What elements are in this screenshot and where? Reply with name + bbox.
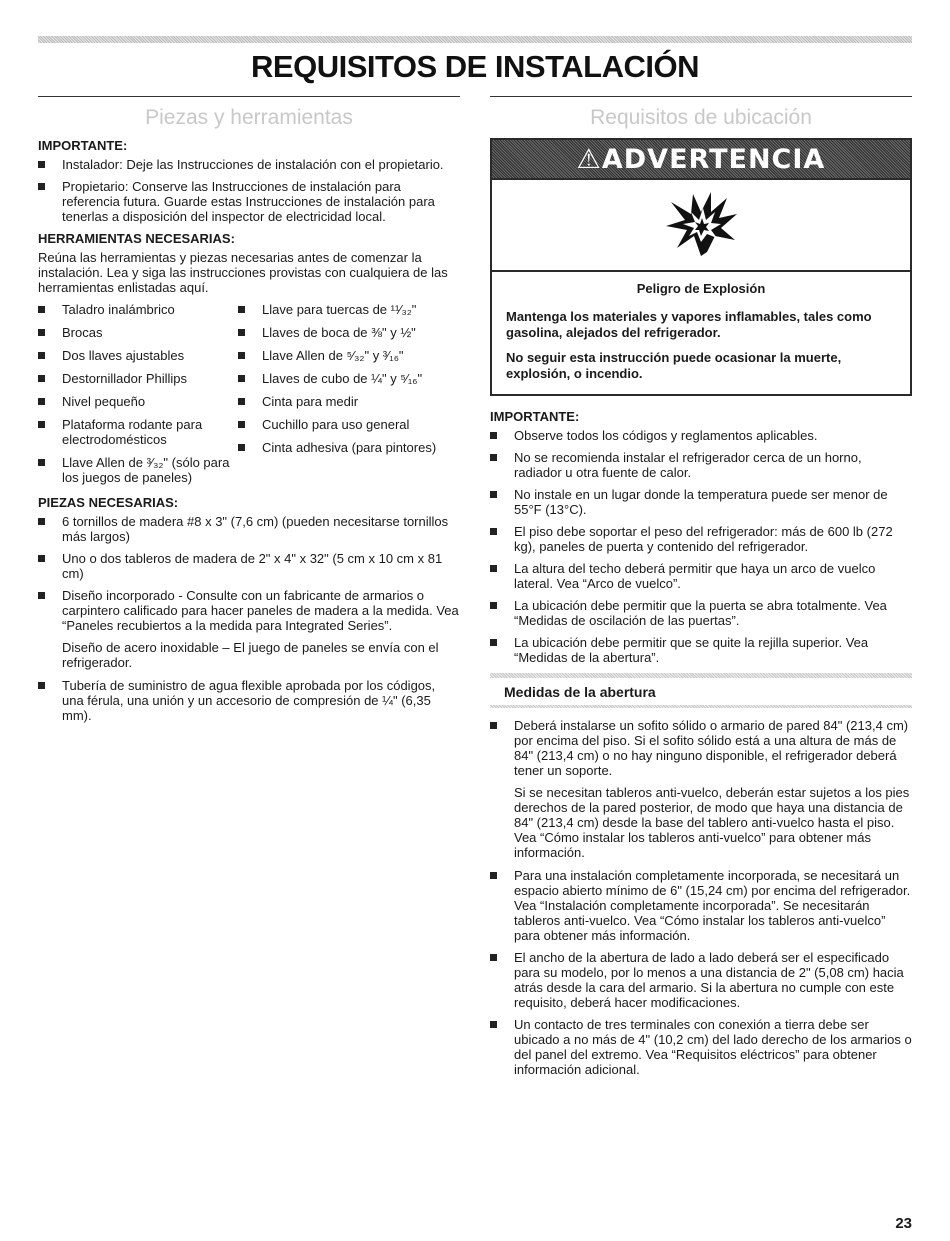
list-item: Taladro inalámbrico [38,302,238,317]
list-item: Tubería de suministro de agua flexible aprobada por los códigos, una férula, una unión y un accesorio de compresión de ¼" (6,35 mm). [38,678,460,723]
list-item: El ancho de la abertura de lado a lado deberá ser el especificado para su modelo, por lo menos a una distancia de 2" (5,08 cm) hacia atrás desde la cara del armario. Si la abertura no cumple con este requisito, deberá hacer modificaciones. [490,950,912,1010]
importante-heading: IMPORTANTE: [490,409,580,424]
bullet-icon [238,352,245,359]
bullet-icon [490,722,497,729]
bullet-icon [38,459,45,466]
warning-box [490,138,912,396]
importante-list [38,157,460,224]
bullet-icon [38,421,45,428]
list-item: Para una instalación completamente incorporada, se necesitará un espacio abierto mínimo de 6" (15,24 cm) por encima del refrigerador. Vea “Instalación completamente incorporada”. Se necesitarán tableros anti-vuelco. Vea “Cómo instalar los tableros anti-vuelco” para obtener más información. [490,868,912,943]
list-item: Cinta adhesiva (para pintores) [238,440,460,455]
bullet-icon [490,639,497,646]
list-item: Llave Allen de ³⁄₃₂" (sólo para los juegos de paneles) [38,455,238,485]
opening-list [490,718,912,778]
section-rule [490,96,912,97]
tools-heading: HERRAMIENTAS NECESARIAS: [38,231,235,246]
warning-line-2: No seguir esta instrucción puede ocasionar la muerte, explosión, o incendio. [506,350,842,381]
parts-list-2 [38,678,460,723]
list-item: Instalador: Deje las Instrucciones de instalación con el propietario. [38,157,460,172]
list-item: La ubicación debe permitir que se quite la rejilla superior. Vea “Medidas de la abertura”. [490,635,912,665]
bullet-icon [490,1021,497,1028]
list-item: Propietario: Conserve las Instrucciones de instalación para referencia futura. Guarde estas Instrucciones de instalación para tenerlas a disposición del inspector de electricidad local. [38,179,460,224]
bullet-icon [38,306,45,313]
importante-heading: IMPORTANTE: [38,138,128,153]
list-item: Uno o dos tableros de madera de 2" x 4" x 32" (5 cm x 10 cm x 81 cm) [38,551,460,581]
bullet-icon [238,421,245,428]
page-title: REQUISITOS DE INSTALACIÓN [251,49,699,84]
left-column [38,96,460,730]
warning-header: ⚠ADVERTENCIA [492,140,910,178]
list-item: La ubicación debe permitir que la puerta se abra totalmente. Vea “Medidas de oscilación de las puertas”. [490,598,912,628]
list-item: Llaves de cubo de ¼" y ⁵⁄₁₆" [238,371,460,386]
bullet-icon [38,352,45,359]
list-item: Dos llaves ajustables [38,348,238,363]
right-column [490,96,912,1084]
bullet-icon [38,682,45,689]
tools-column-2 [238,302,460,493]
tools-list [38,302,460,493]
bullet-icon [38,161,45,168]
bullet-icon [238,375,245,382]
location-list [490,428,912,665]
bullet-icon [238,444,245,451]
list-item: Deberá instalarse un sofito sólido o armario de pared 84" (213,4 cm) por encima del piso. Si el sofito sólido está a una altura de más de 84" (213,4 cm) o no hay ninguno disponible, el refrigerador deberá tener un soporte. [490,718,912,778]
list-item: El piso debe soportar el peso del refrigerador: más de 600 lb (272 kg), paneles de puerta y contenido del refrigerador. [490,524,912,554]
bullet-icon [38,592,45,599]
bullet-icon [38,329,45,336]
section-title-location: Requisitos de ubicación [590,106,812,129]
section-rule [38,96,460,97]
bullet-icon [238,329,245,336]
bullet-icon [490,565,497,572]
bullet-icon [38,518,45,525]
bullet-icon [38,398,45,405]
bullet-icon [490,954,497,961]
list-item: Destornillador Phillips [38,371,238,386]
list-item: Diseño incorporado - Consulte con un fabricante de armarios o carpintero calificado para hacer paneles de madera a la medida. Vea “Paneles recubiertos a la medida para Integrated Series”. [38,588,460,633]
opening-list-2 [490,868,912,1077]
page-number: 23 [895,1215,912,1232]
warning-line-1: Mantenga los materiales y vapores inflamables, tales como gasolina, alejados del refrigerador. [506,309,872,340]
list-item: Cinta para medir [238,394,460,409]
list-item: Observe todos los códigos y reglamentos aplicables. [490,428,912,443]
bullet-icon [490,432,497,439]
bullet-icon [38,555,45,562]
subsection-bar [490,705,912,708]
subsection-title: Medidas de la abertura [504,684,656,700]
explosion-icon [661,190,741,260]
list-item: La altura del techo deberá permitir que haya un arco de vuelco lateral. Vea “Arco de vuelco”. [490,561,912,591]
bullet-icon [490,528,497,535]
warning-body [492,272,910,394]
list-item: Brocas [38,325,238,340]
list-item: Cuchillo para uso general [238,417,460,432]
bullet-icon [490,872,497,879]
bullet-icon [238,398,245,405]
list-item: Llave Allen de ⁵⁄₃₂" y ³⁄₁₆" [238,348,460,363]
warning-icon-row [492,178,910,272]
warning-hazard-title: Peligro de Explosión [636,281,766,296]
list-item: Llaves de boca de ⅜" y ½" [238,325,460,340]
tools-column-1 [38,302,238,493]
bullet-icon [490,454,497,461]
parts-note: Diseño de acero inoxidable – El juego de paneles se envía con el refrigerador. [62,640,439,670]
bullet-icon [490,491,497,498]
list-item: No instale en un lugar donde la temperatura puede ser menor de 55°F (13°C). [490,487,912,517]
bullet-icon [38,183,45,190]
bullet-icon [490,602,497,609]
list-item: Llave para tuercas de ¹¹⁄₃₂" [238,302,460,317]
list-item: Un contacto de tres terminales con conexión a tierra debe ser ubicado a no más de 4" (10,2 cm) del lado derecho de los armarios o del panel del extremo. Vea “Requisitos eléctricos” para obtener información adicional. [490,1017,912,1077]
list-item: Plataforma rodante para electrodomésticos [38,417,238,447]
tools-intro: Reúna las herramientas y piezas necesarias antes de comenzar la instalación. Lea y siga las instrucciones provistas con cualquiera de las herramientas enlistadas aquí. [38,250,448,295]
list-item: Nivel pequeño [38,394,238,409]
opening-note: Si se necesitan tableros anti-vuelco, deberán estar sujetos a los pies derechos de la pared posterior, de modo que haya una distancia de 84" (213,4 cm) desde la base del tablero anti-vuelco hasta el piso. Vea “Cómo instalar los tableros anti-vuelco” para obtener más información. [514,785,910,860]
top-decorative-bar [38,36,912,43]
parts-heading: PIEZAS NECESARIAS: [38,495,179,510]
bullet-icon [38,375,45,382]
list-item: 6 tornillos de madera #8 x 3" (7,6 cm) (pueden necesitarse tornillos más largos) [38,514,460,544]
parts-list [38,514,460,633]
list-item: No se recomienda instalar el refrigerador cerca de un horno, radiador u otra fuente de calor. [490,450,912,480]
bullet-icon [238,306,245,313]
section-title-parts: Piezas y herramientas [145,106,353,129]
